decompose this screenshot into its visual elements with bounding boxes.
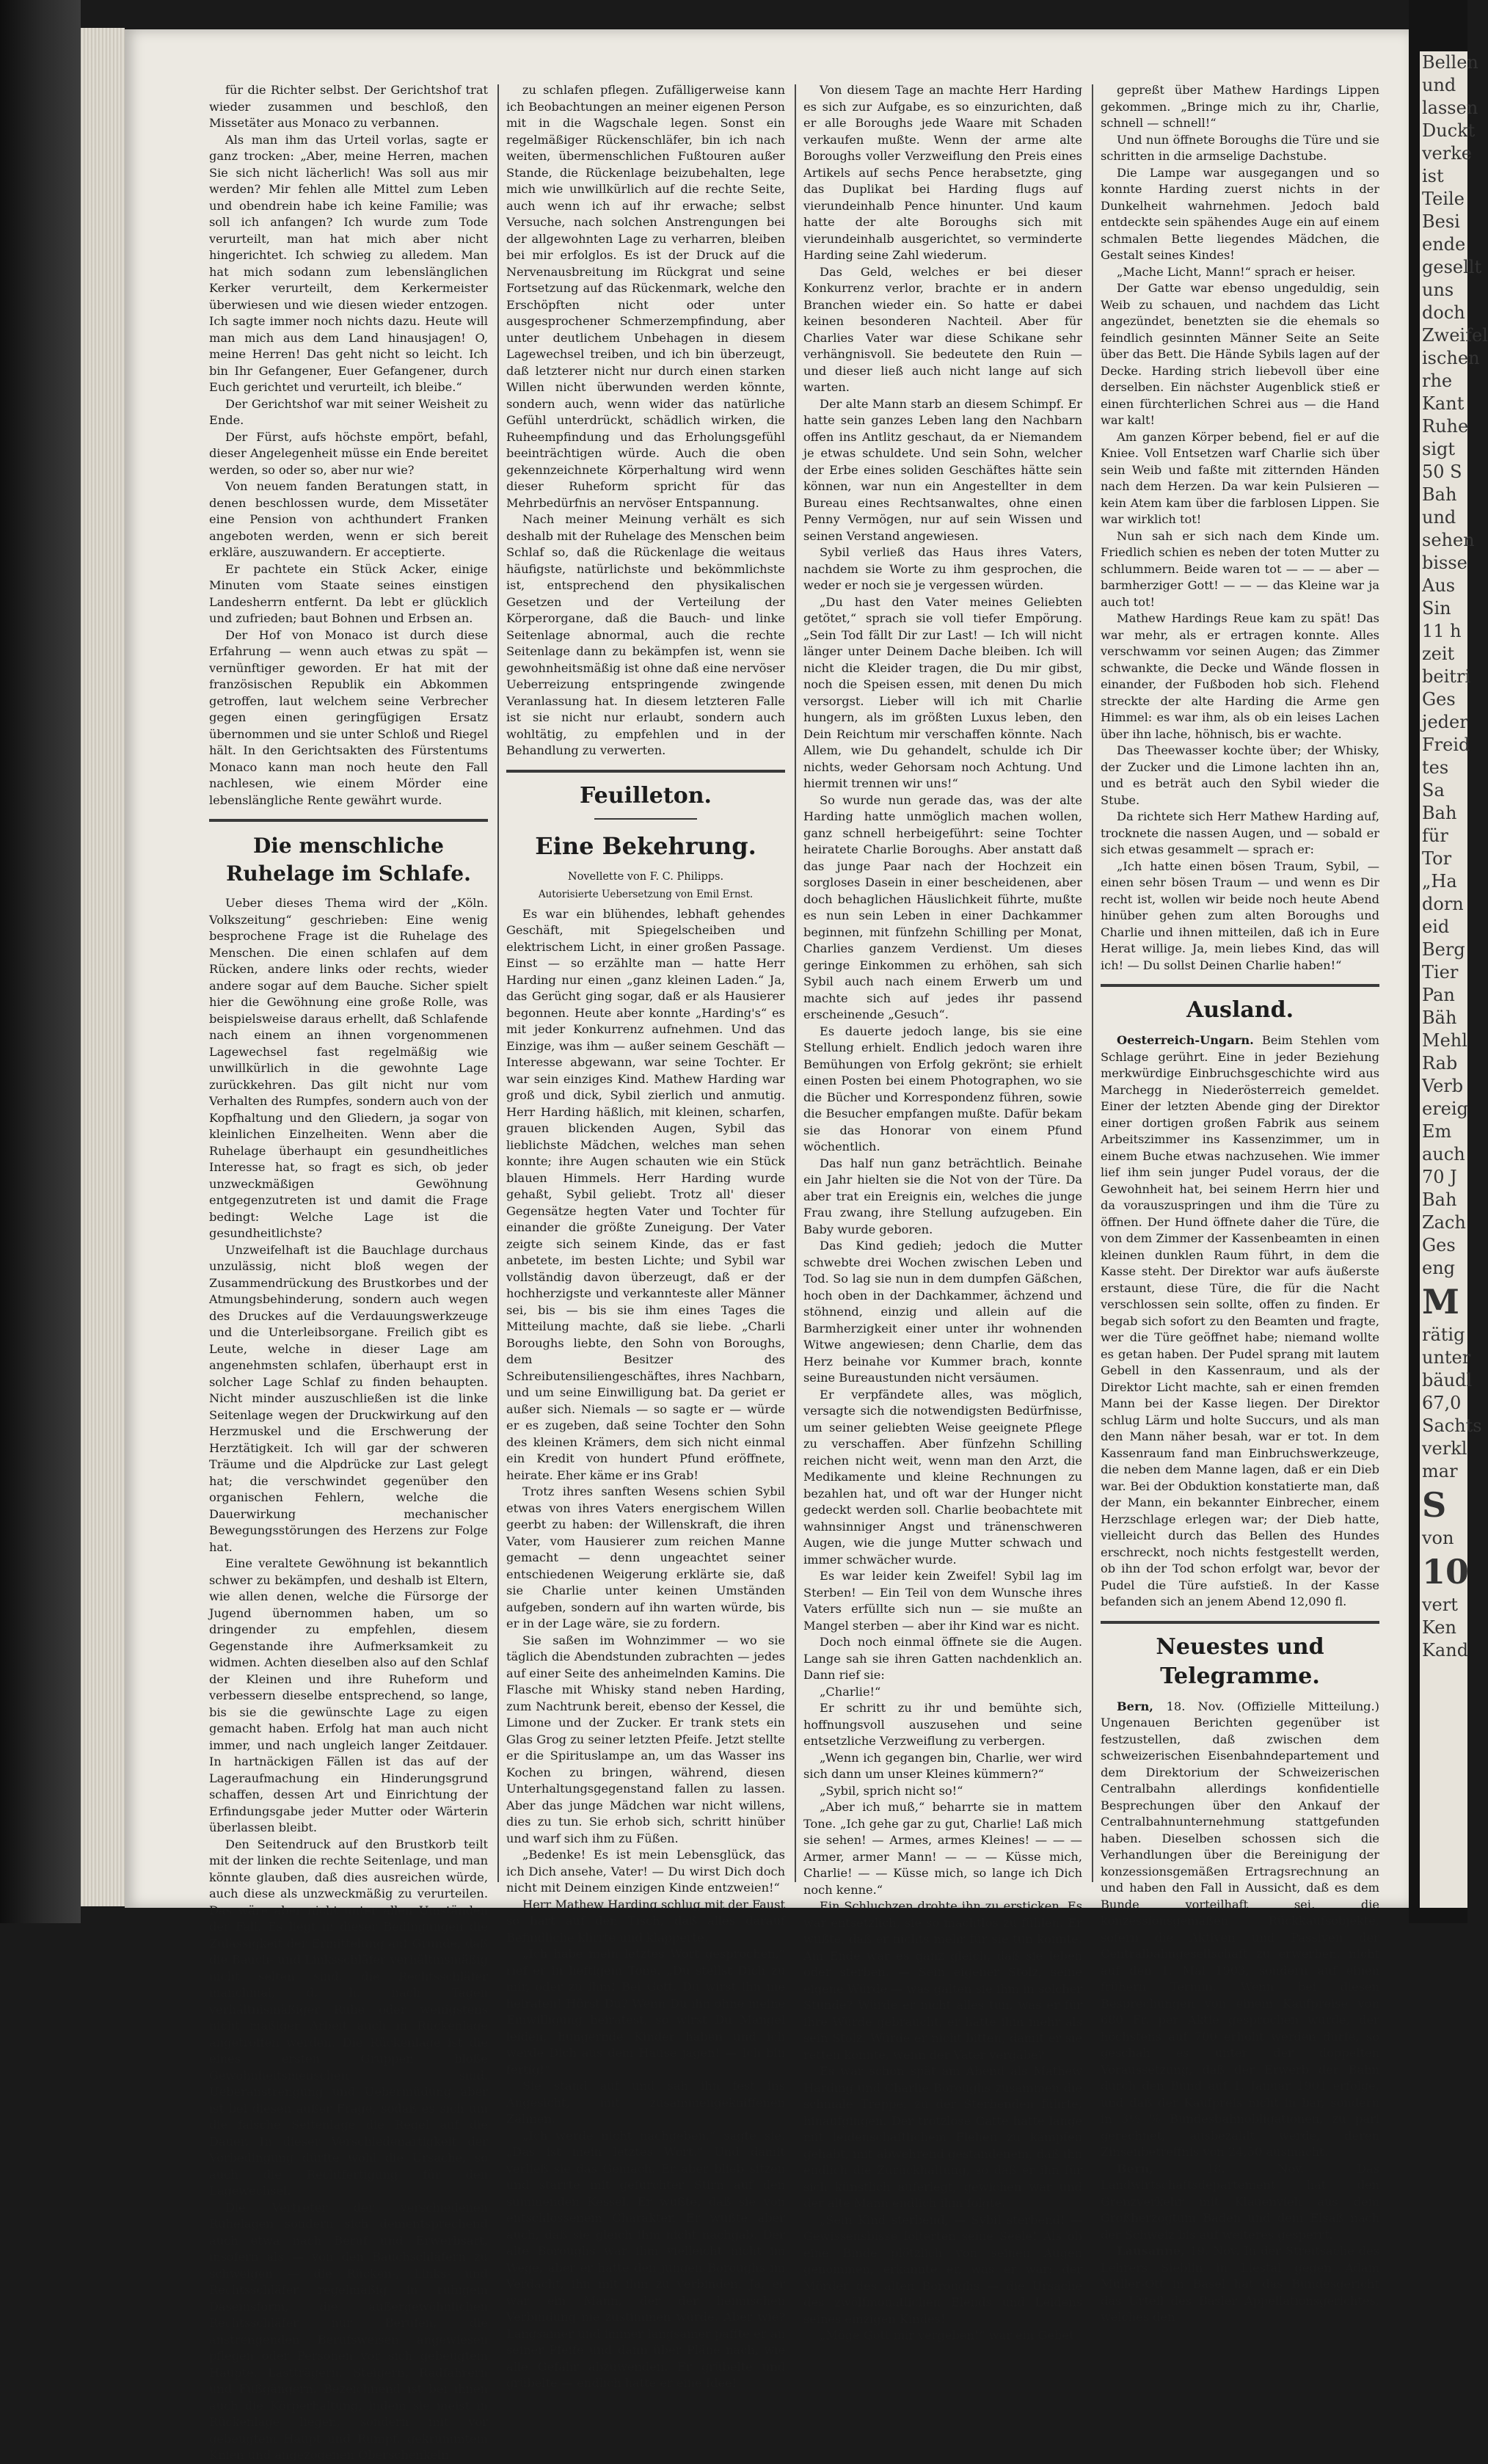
paragraph: Sie saßen im Wohnzimmer — wo sie täglich die Abendstunden zubrachten — jedes auf einer Seite des anheimelnden Kamins. Die Flasche mit Whisky stand neben Harding, zum Nachtrunk bereit, ebenso der Kessel, die Limone und der Zucker. Er trank stets ein Glas Grog zu seiner letzten Pfeife. Jetzt stellte er die Spirituslampe an, um das Wasser ins Kochen zu bringen, während, diesen Unterhaltungsgegenstand fallen zu lassen. Aber das junge Mädchen war nicht willens, dies zu tun. Sie erhob sich, schritt hinüber und warf sich ihm zu Füßen. xyxy=(506,1633,785,1845)
paragraph: „Bedenke! Es ist mein Lebensglück, das ich Dich ansehe, Vater! — Du wirst Dich doch nicht mit Deinem einzigen Kinde entzweien!“ xyxy=(506,1848,785,1895)
paragraph: Sybil verließ das Haus ihres Vaters, nachdem sie Worte zu ihm gesprochen, die weder er noch sie je vergessen würden. xyxy=(803,545,1082,592)
section-title-telegramme: Neuestes und Telegramme. xyxy=(1156,1633,1324,1689)
paragraph: Es dauerte jedoch lange, bis sie eine Stellung erhielt. Endlich jedoch waren ihre Bemühungen von Erfolg gekrönt; sie erhielt einen Posten bei einem Photographen, wo sie die Bücher und Korrespondenz führen, sowie die Besucher empfangen mußte. Dafür bekam sie das Honorar von einem Pfund wöchentlich. xyxy=(803,1024,1082,1153)
paragraph: Mathew Hardings Reue kam zu spät! Das war mehr, als er ertragen konnte. Alles verschwamm vor seinen Augen; das Zimmer schwankte, die Decke und Wände flossen in einander, der Fußboden hob sich. Flehend streckte der alte Harding die Arme gen Himmel: es war ihm, als ob ein leises Lachen über ihn lache, höhnisch, bis er wachte. xyxy=(1101,611,1379,741)
paragraph: Unzweifelhaft ist die Bauchlage durchaus unzulässig, nicht bloß wegen der Zusammendrückung des Brustkorbes und der Atmungsbehinderung, sondern auch wegen des Druckes auf die Verdauungswerkzeuge und die Unterleibsorgane. Freilich gibt es Leute, welche in dieser Lage am angenehmsten schlafen, überhaupt erst in solcher Lage Schlaf zu finden behaupten. Nicht minder auszuschließen ist die linke Seitenlage wegen der Druckwirkung auf den Herzmuskel und die Erschwerung der Herztätigkeit. Ich will gar der schweren Träume und die Alpdrücke zur Last gelegt hat; die verschwindet gegenüber den organischen Fehlern, welche die Dauerwirkung mechanischer Bewegungsstörungen des Herzens zur Folge hat. xyxy=(209,1242,488,1554)
column-2 xyxy=(506,82,785,2390)
next-page-text-fragment: sigt xyxy=(1422,439,1455,459)
next-page-text-fragment: bäudl xyxy=(1422,1370,1473,1390)
news-item xyxy=(1101,1699,1379,2161)
next-page-text-fragment: Pan xyxy=(1422,985,1455,1005)
paragraph: gepreßt über Mathew Hardings Lippen gekommen. „Bringe mich zu ihr, Charlie, schnell — schnell!“ xyxy=(1101,83,1379,130)
next-page-text-fragment: Sin xyxy=(1422,598,1451,619)
next-page-text-fragment: Freid xyxy=(1422,735,1470,755)
next-page-text-fragment: Rab xyxy=(1422,1053,1458,1074)
news-item xyxy=(1101,2161,1379,2244)
paragraph: zu schlafen pflegen. Zufälligerweise kann ich Beobachtungen an meiner eigenen Person mit in die Wagschale legen. Sonst ein regelmäßiger Rückenschläfer, bin ich nach weiten, übermenschlichen Fußtouren außer Stande, die Rückenlage beizubehalten, lege mich wie unwillkürlich auf die rechte Seite, auch wenn ich auf ihr erwache; selbst Versuche, nach solchen Anstrengungen bei der allgewohnten Lage zu verharren, bleiben bei mir erfolglos. Es ist der Druck auf die Nervenausbreitung im Rückgrat und seine Fortsetzung auf das Rückenmark, welche den Erschöpften nicht oder unter ausgesprochener Schmerzempfindung, aber unter deutlichem Unbehagen in diesem Lagewechsel treiben, und ich bin überzeugt, daß letzterer nicht nur durch einen starken Willen nicht überwunden werden könnte, sondern auch, wenn wider das natürliche Gefühl unterdrückt, schädlich wirken, die Ruheempfindung und das Erholungsgefühl beeinträchtigen würde. Auch die oben gekennzeichnete Körperhaltung wird wenn dieser Ruheform spricht für das Mehrbedürfnis an nervöser Entspannung. xyxy=(506,83,785,510)
paragraph: Der Gatte war ebenso ungeduldig, sein Weib zu schauen, und nachdem das Licht angezündet, benetzten sie die ehemals so feindlich gesinnten Männer Seite an Seite über das Bett. Die Hände Sybils lagen auf der Decke. Harding strich liebevoll über eine derselben. Ein nächster Augenblick stieß er einen fürchterlichen Schrei aus — die Hand war kalt! xyxy=(1101,281,1379,427)
paragraph: So wurde nun gerade das, was der alte Harding hatte unmöglich machen wollen, ganz schnell herbeigeführt: seine Tochter heiratete Charlie Boroughs. Aber anstatt daß das junge Paar nach der Hochzeit ein sorgloses Dasein in einer bescheidenen, aber doch behaglichen Häuslichkeit führte, mußte es nun sein Leben in einer Dachkammer beginnen, mit fünfzehn Schilling per Monat, Charlies ganzem Verdienst. Um dieses geringe Einkommen zu erhöhen, sah sich Sybil auch nach einem Erwerb um und machte sich auf jedes ihr passend erscheinende „Gesuch“. xyxy=(803,792,1082,1021)
paragraph: Es war leider kein Zweifel! Sybil lag im Sterben! — Ein Teil von dem Wunsche ihres Vaters erfüllte sich nun — sie mußte an Mangel sterben — aber ihr Kind war es nicht. xyxy=(803,1569,1082,1633)
column-rule xyxy=(795,84,796,1882)
paragraph: Die Vertreter der verschiedenen Ruhelagen sondern sich dementsprechend auch etwa nach Beruf und Erwerbsart, insofern als — von den Bauchschläfern zu schweigen — die Rücken-, Links- und Rechtsschläfer regelmäßig in ruhigem Daseinsform, die außergewöhnlichen Rechtsschläfer nur Berufen, die anstrengenden Berufsweisen angewiesen pflegen oder Personen vor sich gebeugtem Haupte, Lastträgern, Steigern, Radfahrern und Fußgängern. Bezeichnend ist bei ihnen auch die Körperhaltung, indem sie meist in Rückenlage liegen, sondern mit vor gebeugtem Haupt und Rumpf, gekrümmtem Knien und angezogenen Oberschenkeln xyxy=(209,2200,488,2462)
next-page-text-fragment: 11 h xyxy=(1422,621,1462,641)
next-page-text-fragment: Aus xyxy=(1422,575,1456,596)
paragraph: „Möge Gott mir vergeben!“ war ein Gebet xyxy=(820,2328,1074,2342)
next-page-text-fragment: Ges xyxy=(1422,689,1456,710)
newspaper-page xyxy=(125,29,1409,2462)
news-text: 18. Nov. (Offizielle Mitteilung.) Ungenauen Berichten gegenüber ist festzustellen, daß zwischen dem schweizerischen Eisenbahndepartement und dem Direktorium der Schweizerischen Centralbahn allerdings konfidentielle Besprechungen über den Ankauf der Centralbahnunternehmung stattgefunden haben. Dieselben schossen sich die Verhandlungen über die Bereinigung der konzessionsgemäßen Ertragsrechnung an und haben den Fall in Aussicht, daß es dem Bunde vorteilhaft sei, die konzessionsgemäßen Rückkaufsobjekte, sofern die Aktiven und Passiven der Centralbahngesellschaft zu erwerben, nicht auf den 1. Mai 1903, sondern auf einen frühern Termin. Wenn bei diesen Besprechungen von einem Kaufpreise von 680 Fr. per Aktie gesprochen wurde, der höchstens auf 700 erhöht werden dürfe, so geschah es unter der doppelten Voraussetzung, daß der Erwerb der Bahn durch den Bund auf 1. Januar 1901 erfolge, und daß der Kaufpreis nicht in bar, sondern in 3½ % Bundesbahnobligationen, zu pari gerechnet, ausbezahlt werde, deren Zinsenbetreffnis von 24,50 ausmacht. xyxy=(1101,1699,1379,2159)
next-page-text-fragment: Ruhe xyxy=(1422,416,1469,437)
paragraph: Er verpfändete alles, was möglich, versagte sich die notwendigsten Bedürfnisse, um seiner geliebten Weise geeignete Pflege zu verschaffen. Aber fünfzehn Schilling reichen nicht weit, wenn man den Arzt, die Medikamente und kleine Rechnungen zu bezahlen hat, und oft war der Hunger nicht gedeckt werden soll. Charlie beobachtete mit wahnsinniger Angst und tränenschweren Augen, wie die junge Mutter schwach und immer schwächer wurde. xyxy=(803,1387,1082,1567)
paragraph: „Mache Licht, Mann!“ sprach er heiser. xyxy=(1117,264,1356,279)
section-divider xyxy=(1101,984,1379,987)
next-page-text-fragment: Kand xyxy=(1422,1640,1469,1661)
paragraph: Nun sah er sich nach dem Kinde um. Friedlich schien es neben der toten Mutter zu schlummern. Beide waren tot — — — aber — barmherziger Gott! — — — das Kleine war ja auch tot! xyxy=(1101,528,1379,609)
next-page-text-fragment: zeit xyxy=(1422,644,1455,664)
next-page-text-fragment: Em xyxy=(1422,1121,1452,1142)
paragraph: Das half nun ganz beträchtlich. Beinahe ein Jahr hielten sie die Not von der Türe. Da aber trat ein Ereignis ein, welches die junge Frau zwang, ihre Stellung aufzugeben. Ein Baby wurde geboren. xyxy=(803,1156,1082,1236)
paragraph: Da richtete sich Herr Mathew Harding auf, trocknete die nassen Augen, und — sobald er sich etwas gesammelt — sprach er: xyxy=(1101,809,1379,856)
section-divider xyxy=(209,819,488,822)
story-byline: Novellette von F. C. Philipps. xyxy=(567,870,724,883)
story-body xyxy=(506,906,785,2392)
next-page-text-fragment: Bäh xyxy=(1422,1007,1457,1028)
next-page-text-fragment: ischen xyxy=(1422,348,1480,368)
next-page-text-fragment: Bah xyxy=(1422,484,1457,505)
telegram-news xyxy=(1101,1699,1379,2326)
next-page-text-fragment: Verb xyxy=(1422,1076,1464,1096)
paragraph: Es war ein blühendes, lebhaft gehendes Geschäft, mit Spiegelscheiben und elektrischem Licht, in einer großen Passage. Einst — so erzählte man — hatte Herr Harding nur einen „ganz kleinen Laden.“ Ja, das Gerücht ging sogar, daß er als Hausierer begonnen. Heute aber konnte „Harding's“ es mit jeder Konkurrenz aufnehmen. Und das Einzige, was ihm — außer seinem Geschäft — Interesse abgewann, war seine Tochter. Er war sein einziges Kind. Mathew Harding war groß und dick, Sybil zierlich und anmutig. Herr Harding häßlich, mit kleinen, scharfen, grauen blickenden Augen, Sybil das lieblichste Mädchen, welches man sehen konnte; ihre Augen schauten wie ein Stück blauen Himmels. Herr Harding wurde gehaßt, Sybil geliebt. Trotz all' dieser Gegensätze hegten Vater und Tochter für einander die größte Zuneigung. Der Vater zeigte sich seinem Kinde, das er fast anbetete, im besten Lichte; und Sybil war vollständig davon überzeugt, daß er der hochherzigste und verkannteste aller Männer sei, bis — bis sie ihm eines Tages die Mitteilung machte, daß sie liebe. „Charli Boroughs liebte, den Sohn von Boroughs, dem Besitzer des Schreibutensiliengeschäftes, ihres Nachbarn, und um seine Einwilligung bat. Da geriet er außer sich. Niemals — so sagte er — würde er es zugeben, daß seine Tochter den Sohn des kleinen Krämers, dem sich nicht einmal ein Kredit von hundert Pfund eröffnete, heirate. Eher käme er ins Grab! xyxy=(506,906,785,1482)
paragraph: „Aber ich muß,“ beharrte sie in mattem Tone. „Ich gehe gar zu gut, Charlie! Laß mich sie sehen! — Armes, armes Kleines! — — — Armer, armer Mann! — — — Küsse mich, Charlie! — — Küsse mich, so lange ich Dich noch kenne.“ xyxy=(803,1800,1082,1897)
paragraph: Sie stand auf und sah ihn fest ins Angesicht, mit zusammengekniffenen Zähnen. xyxy=(506,2079,785,2126)
paragraph: Die Lampe war ausgegangen und so konnte Harding zuerst nichts in der Dunkelheit wahrnehmen. Jedoch bald entdeckte sein spähendes Auge ein auf einem schmalen Bette liegendes Mädchen, die Gestalt seines Kindes! xyxy=(1101,165,1379,262)
next-page-text-fragment: M xyxy=(1422,1282,1459,1322)
paragraph: „Du hast den Vater meines Geliebten getötet,“ sprach sie voll tiefer Empörung. „Sein Tod fällt Dir zur Last! — Ich will nicht länger unter Deinem Dache bleiben. Ich will nicht die Kleider tragen, die Du mir gibst, noch die Speisen essen, mit denen Du mich versorgst. Lieber will ich mit Charlie hungern, als im größten Luxus leben, den Dein Reichtum mir verschaffen könnte. Nach Allem, wie Du gehandelt, schulde ich Dir nichts, weder Gehorsam noch Achtung. Und hiermit trennen wir uns!“ xyxy=(803,594,1082,790)
next-page-text-fragment: Bah xyxy=(1422,1189,1457,1210)
paragraph: Und nun öffnete Boroughs die Türe und sie schritten in die armselige Dachstube. xyxy=(1101,132,1379,163)
section-title-ausland: Ausland. xyxy=(1186,997,1294,1023)
paragraph: „Ich werde nicht nachgeben,“ sagte sie. „Das ist mein letztes Wort.“ Und damit verließ sie das Gemach. Er aber blieb sitzen und starrte mit gefurchter Stirn auf den summenden Kessel. Er wußte, daß sie von entschlossenem Charakter. Er wußte aber auch, daß sie gleich ihm nicht nachgab. Der alte Boroughs war ihm vielleicht nicht im Wege, aber er hatte den jungen Boroughs im Verdacht, ihn mit ihm zu verbinden. Ja, er war ein Mann, der der heimischen Verbindung nie zustimmen würde. Aber wie? Langsamer und immer langsamer paffte er an seiner Pfeife und dann über Pläne nach, wie alle Gefahr abzuwenden. Er grübelte und grübelte — endlich hatte er eine Idee! xyxy=(506,2128,785,2390)
paragraph: „Sein Kind sterbend, — Sybil sterbend! — Gewissensbisse folterten seine Seele! Als ob eine Binde plötzlich von seinen Augen genommen, erkannte er, was er war: der Mörder des alten Boroughs — die Ursache des zwölfmonatlichen Elends und Leidens seines einzigen Kindes! xyxy=(803,2212,1082,2326)
article-headline-ruhelage: Die menschliche Ruhelage im Schlafe. xyxy=(226,834,471,886)
paragraph: Von neuem fanden Beratungen statt, in denen beschlossen wurde, dem Missetäter eine Pension von achthundert Franken angeboten werden, wenn er sich bereit erkläre, auszuwandern. Er acceptierte. xyxy=(209,479,488,559)
paragraph: Es war schon spät am Abend als Mathew Harding und Charlie Boroughs zusammen die schmale Treppe, zu der Sterbenden führte, hinaufgingen. Der trotzlose Gatte hatte lange mit leidenschaftlichem Flehen zu kämpfen gehabt, mit abwehrend gestandenem, daß ihn endlich die Zurückhaltung, so daß er ihn für sich künstlich auferlegt, gewichen war und der alte Mann endlich ihm folgte. xyxy=(803,2064,1082,2210)
next-page-text-fragment: mar xyxy=(1422,1461,1458,1481)
next-page-text-fragment: 50 S xyxy=(1422,462,1462,482)
next-page-text-fragment: 10 xyxy=(1422,1552,1470,1592)
news-text: 19. Nov. In der Streitsache des Lehrers Sieblin in Liestal gegen Adam Müller-Ott in Basel hat das Bundesgericht das Urteil des Basler Appellationsgerichtes, welches den xyxy=(1101,2244,1379,2324)
next-page-text-fragment: Kant xyxy=(1422,393,1465,414)
news-text: Beim Stehlen vom Schlage gerührt. Eine in jeder Beziehung merkwürdige Einbruchsgeschichte wird aus Marchegg in Niederösterreich gemeldet. Einer der letzten Abende ging der Direktor einer dortigen großen Fabrik aus seinem Arbeitszimmer ins Kassenzimmer, um in einem Buche etwas nachzusehen. Wie immer lief ihm sein junger Pudel voraus, der die Gewohnheit hat, bei seinem Herrn hier und da vorauszuspringen und ihm die Türe zu öffnen. Der Hund öffnete daher die Türe, die von dem Zimmer der Kassenbeamten in einen kleinen dunklen Raum führt, in dem die Kasse steht. Der Direktor war aufs äußerste erstaunt, diese Türe, die für die Nacht verschlossen sein sollte, offen zu finden. Er begab sich sofort zu den Beamten und fragte, wer die Türe geöffnet habe; niemand wollte es getan haben. Der Pudel sprang mit lautem Gebell in den Kassenraum, und als der Direktor Licht machte, sah er einen fremden Mann bei der Kasse liegen. Der Direktor schlug Lärm und holte Succurs, und als man den Mann näher besah, war er tot. In dem Kassenraum fand man Einbruchswerkzeuge, die neben dem Manne lagen, daß er ein Dieb war. Bei der Obduktion konstatierte man, daß der Mann, ein bekannter Einbrecher, einem Herzschlage erlegen war; der Dieb hatte, vielleicht durch das Bellen des Hundes erschreckt, noch nichts festgestellt werden, ob ihn der Tod schon erfolgt war, bevor der Pudel die Türe aufstieß. In der Kasse befanden sich an jenem Abend 12,090 fl. xyxy=(1101,1033,1379,1608)
article-body-ruhelage xyxy=(209,895,488,2464)
paragraph: Trotz ihres sanften Wesens schien Sybil etwas von ihres Vaters energischem Willen geerbt zu haben: der Willenskraft, die ihren Vater, vom Hausierer zum reichen Manne gemacht — denn ungeachtet seiner entschiedenen Weigerung erklärte sie, daß sie Charlie unter keinen Umständen aufgeben, sondern auf ihn warten würde, bis er in der Lage wäre, sie zu fordern. xyxy=(506,1484,785,1630)
paragraph: Das Theewasser kochte über; der Whisky, der Zucker und die Limone lachten ihn an, und es beträt auch den Sybil wieder die Stube. xyxy=(1101,743,1379,807)
next-page-text-fragment: für xyxy=(1422,825,1448,846)
next-page-text-fragment: eng xyxy=(1422,1258,1456,1278)
next-page-text-fragment: 67,0 xyxy=(1422,1393,1462,1413)
next-page-text-fragment: jeder xyxy=(1422,712,1468,732)
next-page-text-fragment: und xyxy=(1422,507,1456,528)
dateline: Bern, xyxy=(1117,1699,1167,1713)
paragraph: Nach meiner Meinung verhält es sich deshalb mit der Ruhelage des Menschen beim Schlaf so, daß die Rückenlage die weitaus häufigste, natürlichste und bekömmlichste ist, entsprechend den physikalischen Gesetzen und der Verteilung der Körperorgane, daß die Bauch- und linke Seitenlage abnormal, auch die rechte Seitenlage dann zu bekämpfen ist, wenn sie gewohnheitsmäßig ist ohne daß eine nervöser Ueberreizung entspringende zwingende Veranlassung hat. In diesem letzteren Falle ist sie nicht nur erlaubt, sondern auch wohltätig, zu empfehlen und in der Behandlung zu verwerten. xyxy=(506,512,785,757)
next-page-text-fragment: gesellt xyxy=(1422,257,1482,277)
paragraph: Doch noch einmal öffnete sie die Augen. Lange sah sie ihren Gatten nachdenklich an. Dann rief sie: xyxy=(803,1635,1082,1682)
column-rule xyxy=(497,84,499,1882)
paragraph: für die Richter selbst. Der Gerichtshof trat wieder zusammen und beschloß, den Missetäter aus Monaco zu verbannen. xyxy=(209,83,488,130)
section-divider xyxy=(594,818,697,820)
next-page-text-fragment: doch xyxy=(1422,302,1465,323)
column-4 xyxy=(1101,82,1379,2324)
next-page-text-fragment: bisse xyxy=(1422,553,1467,573)
next-page-text-fragment: ende xyxy=(1422,234,1466,255)
next-page-text-fragment: 70 J xyxy=(1422,1167,1457,1187)
next-page-text-fragment: beitri xyxy=(1422,666,1471,687)
paragraph: Er pachtete ein Stück Acker, einige Minuten vom Staate seines einstigen Landesherrn entfernt. Da lebt er glücklich und zufrieden; baut Bohnen und Erbsen an. xyxy=(209,561,488,625)
dateline: Bern, xyxy=(1117,2161,1206,2176)
next-page-text-fragment: S xyxy=(1422,1485,1447,1525)
next-page-text-fragment: Ken xyxy=(1422,1617,1456,1638)
next-page-text-fragment: verke xyxy=(1422,143,1472,164)
next-page-text-fragment: vert xyxy=(1422,1594,1458,1615)
paragraph: Als man ihm das Urteil vorlas, sagte er ganz trocken: „Aber, meine Herren, machen Sie sich nicht lächerlich! Was soll aus mir werden? Mir fehlen alle Mittel zum Leben und obendrein habe ich keine Familie; was soll ich anfangen? Ich wurde zum Tode verurteilt, man hat mich aber nicht hingerichtet. Ich schwieg zu alledem. Man hat mich sodann zum lebenslänglichen Kerker verurteilt, dem Kerkermeister überwiesen und wie diesen wieder entzogen. Ich sagte immer noch nichts dazu. Heute will man mich aus dem Land hinausjagen! O, meine Herren! Das geht nicht so leicht. Ich bin Ihr Gefangener, Euer Gefangener, durch Euch gerichtet und verurteilt, ich bleibe.“ xyxy=(209,132,488,394)
next-page-text-fragment: eid xyxy=(1422,916,1450,937)
next-page-text-fragment: dorn xyxy=(1422,894,1464,914)
next-page-text-fragment: Tier xyxy=(1422,962,1459,983)
paragraph: Von diesem Tage an machte Herr Harding es sich zur Aufgabe, es so einzurichten, daß er alle Boroughs jede Waare mit Schaden verkaufen mußte. Wenn der arme alte Boroughs voller Verzweiflung den Preis eines Artikels auf sechs Pence herabsetzte, ging das Duplikat bei Harding flugs auf vierundeinhalb Pence hinunter. Und kaum hatte der alte Boroughs sich mit vierundeinhalb ausgerichtet, so verminderte Harding seine Zahl wiederum. xyxy=(803,83,1082,262)
column-1 xyxy=(209,82,488,2462)
story-continuation xyxy=(803,82,1082,2344)
next-page-text-fragment: und xyxy=(1422,75,1456,95)
paragraph: „Ich habe mein letztes Wort gesprochen,“ rief er in heftigem Tone. „Du stellst Dich zu mir, oder zu ihm! Bei Gott, Du wirst ihn nie heiraten! Hörst Du? Wenn Du ihn ohne meine Einwilligung heiratest, so wirst Du Mangel leiden, hungernde Kinder haben und ich werde Dich aus dem Hause jagen! — Ich bin fertig!“ xyxy=(506,1947,785,2077)
section-title-feuilleton: Feuilleton. xyxy=(580,782,712,809)
column-2-top-text xyxy=(506,82,785,759)
next-page-text-fragment: Bah xyxy=(1422,803,1457,823)
next-page-text-fragment: Sa xyxy=(1422,780,1445,801)
book-binding xyxy=(0,0,81,1923)
news-text: 18. Nov. Das Landwirtschaftsdepartement hat den Grenzverkehr mit Klauenvieh aus dem Großherzogtum Baden und dem Elsaß nach der Schweiz bis auf weiteres gesperrt. xyxy=(1101,2161,1379,2242)
next-page-text-fragment: tes xyxy=(1422,757,1449,778)
next-page-text-fragment: Bellen xyxy=(1422,52,1478,73)
next-page-text-fragment: Berg xyxy=(1422,939,1465,960)
paragraph: Er schritt zu ihr und bemühte sich, hoffnungsvoll auszusehen und seine entsetzliche Verzweiflung zu verbergen. xyxy=(803,1701,1082,1748)
story-translator: Autorisierte Uebersetzung von Emil Ernst. xyxy=(538,888,754,900)
next-page-text-fragment: verkl xyxy=(1422,1438,1467,1459)
paragraph: Das Geld, welches er bei dieser Konkurrenz verlor, brachte er in andern Branchen wieder ein. So hatte er dabei keinen besonderen Nachteil. Aber für Charlies Vater war diese Schikane sehr verhängnisvoll. Sie bedeutete den Ruin — und dieser ließ auch nicht lange auf sich warten. xyxy=(803,264,1082,394)
next-page-text-fragment: auch xyxy=(1422,1144,1465,1164)
page-stack-edge xyxy=(81,28,125,1906)
paragraph: „Sybil, sprich nicht so!“ xyxy=(820,1783,963,1798)
paragraph: Der alte Mann starb an diesem Schimpf. Er hatte sein ganzes Leben lang den Nachbarn offen ins Antlitz geschaut, da er Niemandem je etwas schuldete. Und sein Sohn, welcher der Erbe eines soliden Geschäftes hätte sein können, war nun ein Angestellter in dem Bureau eines Rechtsanwaltes, ohne einen Penny Vermögen, nur auf sein Wissen und seinen Verstand angewiesen. xyxy=(803,396,1082,543)
paragraph: Das Kind gedieh; jedoch die Mutter schwebte drei Wochen zwischen Leben und Tod. So lag sie nun in dem dumpfen Gäßchen, hoch oben in der Dachkammer, ächzend und stöhnend, einzig und allein auf die Barmherzigkeit einer unter ihr wohnenden Witwe angewiesen; denn Charlie, dem das Herz beinahe vor Kummer brach, konnte seine Bureaustunden nicht versäumen. xyxy=(803,1239,1082,1385)
column-1-top-text xyxy=(209,82,488,809)
next-page-text-fragment: sehen xyxy=(1422,530,1475,550)
next-page-fragment xyxy=(1420,51,1488,1908)
next-page-text-fragment: Zach xyxy=(1422,1212,1466,1233)
paragraph: „Wenn ich gegangen bin, Charlie, wer wird sich dann um unser Kleines kümmern?“ xyxy=(803,1750,1082,1781)
story-ending xyxy=(1101,82,1379,974)
story-headline: Eine Bekehrung. xyxy=(535,831,756,860)
next-page-text-fragment: Sachts xyxy=(1422,1415,1482,1436)
next-page-text-fragment: von xyxy=(1422,1528,1454,1548)
next-page-text-fragment: Teile xyxy=(1422,189,1465,209)
paragraph: Eine veraltete Gewöhnung ist bekanntlich schwer zu bekämpfen, und deshalb ist Eltern, wie allen denen, welche die Fürsorge der Jugend übernommen haben, um so dringender zu empfehlen, diesem Gegenstande ihre Aufmerksamkeit zu widmen. Achten dieselben also auf den Schlaf der Kleinen und ihre Ruheform und verbessern dieselbe entsprechend, so lange, bis sie die gewünschte Lage zu eigen gemacht haben. Erfolg hat man auch nicht immer, und nach ungleich langer Zeitdauer. In hartnäckigen Fällen ist das auf der Lageraufmachung ein Hinderungsgrund schaffen, dessen Art und Einrichtung der Erfindungsgabe jeder Mutter oder Wärterin überlassen bleibt. xyxy=(209,1556,488,1834)
news-item xyxy=(1101,2243,1379,2326)
paragraph: „Ich hatte einen bösen Traum, Sybil, — einen sehr bösen Traum — und wenn es Dir recht ist, wollen wir beide noch heute Abend hinüber gehen zum alten Boroughs und Charlie und ihnen mitteilen, daß ich in Eure Herat willige. Ja, mein liebes Kind, das will ich! — Du sollst Deinen Charlie haben!“ xyxy=(1101,859,1379,972)
paragraph: Der Fürst, aufs höchste empört, befahl, dieser Angelegenheit müsse ein Ende bereitet werden, so oder so, aber nur wie? xyxy=(209,429,488,477)
dateline: Lausanne, xyxy=(1117,2244,1190,2258)
next-page-text-fragment: Zweifel xyxy=(1422,325,1488,346)
dateline: Oesterreich-Ungarn. xyxy=(1117,1033,1262,1047)
column-rule xyxy=(1092,84,1093,1882)
section-divider xyxy=(1101,1621,1379,1624)
next-page-text-fragment: rätig xyxy=(1422,1324,1465,1345)
next-page-text-fragment: uns xyxy=(1422,280,1454,300)
section-divider xyxy=(506,770,785,773)
next-page-text-fragment: unter xyxy=(1422,1347,1471,1368)
next-page-text-fragment: lassen xyxy=(1422,98,1478,118)
next-page-text-fragment: Ges xyxy=(1422,1235,1456,1255)
next-page-text-fragment: rhe xyxy=(1422,371,1453,391)
next-page-text-fragment: ist xyxy=(1422,166,1444,186)
news-item xyxy=(1101,1032,1379,1611)
column-3 xyxy=(803,82,1082,2342)
next-page-text-fragment: ereig xyxy=(1422,1098,1468,1119)
paragraph: Ueber dieses Thema wird der „Köln. Volkszeitung“ geschrieben: Eine wenig besprochene Frage ist die Ruhelage des Menschen. Die einen schlafen auf dem Rücken, andere links oder rechts, wieder andere sogar auf dem Bauche. Sicher spielt hier die Gewöhnung eine große Rolle, was beispielsweise daraus erhellt, daß Schlafende nach einem an ihnen vorgenommenen Lagewechsel fast regelmäßig wie unwillkürlich in die gewohnte Lage zurückkehren. Das gilt nicht nur vom Verhalten des Rumpfes, sondern auch von der Kopfhaltung und den Gliedern, ja sogar von kleinlichen Einzelheiten. Wenn aber die Ruhelage überhaupt ein gesundheitliches Interesse hat, so fragt es sich, ob jeder unzweckmäßigen Gewöhnung entgegenzutreten ist und damit die Frage bedingt: Welche Lage ist die gesundheitlichste? xyxy=(209,896,488,1240)
paragraph: Am ganzen Körper bebend, fiel er auf die Kniee. Voll Entsetzen warf Charlie sich über sein Weib und faßte mit zitternden Händen nach dem Herzen. Da war kein Pulsieren — kein Atem kam über die farblosen Lippen. Sie war wirklich tot! xyxy=(1101,429,1379,526)
next-page-text-fragment: „Ha xyxy=(1422,871,1457,892)
paragraph: „Charlie!“ xyxy=(820,1684,881,1699)
paragraph: Herr Mathew Harding schlug mit der Faust so hart auf den Tisch, daß alles darauf Befindliche klirrte und klapperte. xyxy=(506,1897,785,1944)
next-page-text-fragment: Besi xyxy=(1422,211,1460,232)
paragraph: Der Gerichtshof war mit seiner Weisheit zu Ende. xyxy=(209,396,488,427)
paragraph: Der Hof von Monaco ist durch diese Erfahrung — wenn auch etwas zu spät — vernünftiger geworden. Er hat mit der französischen Republik ein Abkommen getroffen, laut welchem seine Verbrecher gegen einen geringfügigen Ersatz übernommen und sie unter Schloß und Riegel hält. In den Gerichtsakten des Fürstentums Monaco kann man noch heute den Fall nachlesen, wie einem Mörder eine lebenslängliche Rente gewährt wurde. xyxy=(209,627,488,807)
paragraph: Den Seitendruck auf den Brustkorb teilt mit der linken die rechte Seitenlage, und man könnte glauben, daß dies ausreichen würde, auch diese als unzweckmäßig zu verurteilen. Das wäre aber nicht unter allen Umständen der Fall. Es liegt in dieser Bedingungen die Zulässigkeit der Ermittelung auf Grunde, daß die Bauch- und Linksschläfer verhältnismäßig nicht selten sind, die Rechtsschläfer manchmal, d. h. nach Tagen verhältnismäßiger Ruhe oder wenigstens nicht mäßiger Arbeit auch in Rückenlage angetroffen werden. Die Rückenlage ist die eines ersten Gruppen bloße Gewohnheitsmenschen sind. Ueberanstrengung und Uebermüdung aber ist bei diesen außer Frage, sodaß es sich um die falsche Seitenlage die Regel auf die Dauer. In dieser Verschiedenartigkeit der Vorbedingung dürfte wohl die Ursache, so auch die Rechtfertigung für den Lagewechsel. xyxy=(209,1837,488,2198)
paragraph: Ein Schluchzen drohte ihn zu ersticken. Es war entsetzlich, sie so machtlos zu fühlen. Er wußte, daß er nichts mehr für sie tun konnte. Am Ende war es ganz gleich, daß sie leben oder sterben. — Sein eigener Stolz, seine eigene Würde — was galten sie ihm in solcher Stunde? Würde er nicht alles tun, was er für ihre Würde gebraucht, er hätte ihm mehr als sein Stolz. Würde er nicht bitten, damit er sie retten konnte, wenn der Vater vergäbe? xyxy=(803,1899,1082,2062)
ausland-news xyxy=(1101,1032,1379,1611)
next-page-text-fragment: Mehl xyxy=(1422,1030,1467,1051)
next-page-text-fragment: Duckt xyxy=(1422,120,1476,141)
next-page-text-fragment: Tor xyxy=(1422,848,1452,869)
